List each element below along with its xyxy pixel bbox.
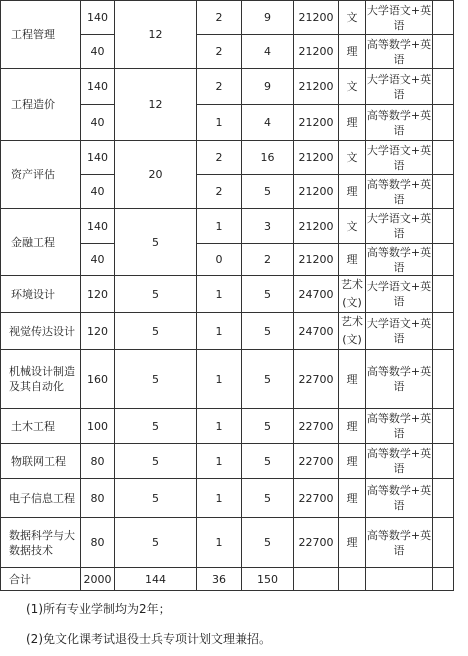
count-cell: 5 <box>242 350 294 409</box>
total-plan-cell: 100 <box>81 409 115 444</box>
empty-cell <box>366 568 433 591</box>
count-cell: 1 <box>197 518 242 568</box>
track-cell: 理 <box>339 35 366 69</box>
major-name-cell: 数据科学与大数据技术 <box>1 518 81 568</box>
plan-count-cell: 5 <box>115 518 197 568</box>
empty-cell <box>433 35 454 69</box>
tuition-fee-cell: 21200 <box>294 141 339 175</box>
empty-cell <box>433 141 454 175</box>
count-cell: 4 <box>242 35 294 69</box>
count-cell: 1 <box>197 350 242 409</box>
plan-count-cell: 5 <box>115 479 197 518</box>
count-cell: 2 <box>197 69 242 105</box>
count-cell: 4 <box>242 105 294 141</box>
tuition-fee-cell: 21200 <box>294 69 339 105</box>
count-cell: 2 <box>197 1 242 35</box>
count-cell: 5 <box>242 276 294 313</box>
table-row <box>1 444 454 479</box>
count-cell: 1 <box>197 444 242 479</box>
totals-plan-cell: 144 <box>115 568 197 591</box>
count-cell: 9 <box>242 69 294 105</box>
empty-cell <box>433 1 454 35</box>
empty-cell <box>294 568 339 591</box>
track-cell: 艺术(文) <box>339 276 366 313</box>
empty-cell <box>433 69 454 105</box>
exam-subjects-cell: 大学语文+英语 <box>366 141 433 175</box>
plan-count-cell: 20 <box>115 141 197 209</box>
tuition-fee-cell: 21200 <box>294 105 339 141</box>
track-cell: 理 <box>339 444 366 479</box>
total-plan-cell: 120 <box>81 313 115 350</box>
empty-cell <box>433 175 454 209</box>
total-plan-cell: 140 <box>81 1 115 35</box>
track-cell: 理 <box>339 479 366 518</box>
table-row <box>1 276 454 313</box>
major-name-cell: 环境设计 <box>1 276 81 313</box>
count-cell: 5 <box>242 479 294 518</box>
table-row <box>1 518 454 568</box>
empty-cell <box>433 209 454 244</box>
major-name-cell: 机械设计制造及其自动化 <box>1 350 81 409</box>
exam-subjects-cell: 大学语文+英语 <box>366 1 433 35</box>
totals-row <box>1 568 454 591</box>
count-cell: 1 <box>197 479 242 518</box>
table-row <box>1 1 454 35</box>
empty-cell <box>339 568 366 591</box>
count-cell: 5 <box>242 313 294 350</box>
major-name-cell: 工程造价 <box>1 69 81 141</box>
track-cell: 理 <box>339 350 366 409</box>
track-cell: 理 <box>339 105 366 141</box>
total-plan-cell: 140 <box>81 69 115 105</box>
exam-subjects-cell: 高等数学+英语 <box>366 245 432 274</box>
plan-count-cell: 5 <box>115 409 197 444</box>
count-cell: 2 <box>197 175 242 209</box>
exam-subjects-cell: 大学语文+英语 <box>366 313 433 350</box>
exam-subjects-cell: 高等数学+英语 <box>366 105 433 141</box>
major-name-cell: 电子信息工程 <box>1 479 81 518</box>
count-cell: 2 <box>197 35 242 69</box>
total-plan-cell: 160 <box>81 350 115 409</box>
count-cell: 5 <box>242 409 294 444</box>
exam-subjects-cell: 大学语文+英语 <box>366 69 433 105</box>
plan-count-cell: 12 <box>115 1 197 69</box>
empty-cell <box>433 313 454 350</box>
exam-subjects-cell: 高等数学+英语 <box>366 350 433 409</box>
tuition-fee-cell: 24700 <box>294 313 339 350</box>
enrollment-plan-table-body <box>1 1 454 591</box>
table-row <box>1 350 454 409</box>
count-cell: 1 <box>197 105 242 141</box>
plan-count-cell: 5 <box>115 350 197 409</box>
note-veterans: (2)免文化课考试退役士兵专项计划文理兼招。 <box>26 632 271 646</box>
totals-label-cell: 合计 <box>1 568 81 591</box>
track-cell: 文 <box>339 1 366 35</box>
empty-cell <box>433 409 454 444</box>
empty-cell <box>433 244 454 276</box>
total-plan-cell: 80 <box>81 518 115 568</box>
table-row <box>1 409 454 444</box>
plan-count-cell: 12 <box>115 69 197 141</box>
tuition-fee-cell: 21200 <box>294 1 339 35</box>
totals-count-cell: 36 <box>197 568 242 591</box>
tuition-fee-cell: 22700 <box>294 444 339 479</box>
empty-cell <box>433 276 454 313</box>
total-plan-cell: 140 <box>81 209 115 244</box>
count-cell: 9 <box>242 1 294 35</box>
empty-cell <box>433 105 454 141</box>
total-plan-cell: 40 <box>81 244 115 276</box>
track-cell: 理 <box>339 175 366 209</box>
table-row <box>1 141 454 175</box>
totals-count-cell: 150 <box>242 568 294 591</box>
total-plan-cell: 80 <box>81 444 115 479</box>
plan-count-cell: 5 <box>115 444 197 479</box>
exam-subjects-cell: 高等数学+英语 <box>366 444 433 479</box>
major-name-cell: 物联网工程 <box>1 444 81 479</box>
exam-subjects-cell: 大学语文+英语 <box>366 209 433 244</box>
table-row <box>1 209 454 244</box>
tuition-fee-cell: 21200 <box>294 175 339 209</box>
track-cell: 文 <box>339 69 366 105</box>
exam-subjects-cell: 高等数学+英语 <box>366 409 433 444</box>
count-cell: 5 <box>242 444 294 479</box>
total-plan-cell: 40 <box>81 105 115 141</box>
empty-cell <box>433 350 454 409</box>
count-cell: 1 <box>197 209 242 244</box>
plan-count-cell: 5 <box>115 313 197 350</box>
empty-cell <box>433 568 454 591</box>
count-cell: 3 <box>242 209 294 244</box>
count-cell: 1 <box>197 276 242 313</box>
count-cell: 1 <box>197 409 242 444</box>
empty-cell <box>433 479 454 518</box>
track-cell: 文 <box>339 209 366 244</box>
plan-count-cell: 5 <box>115 209 197 276</box>
tuition-fee-cell: 22700 <box>294 409 339 444</box>
empty-cell <box>433 518 454 568</box>
totals-total-cell: 2000 <box>81 568 115 591</box>
tuition-fee-cell: 21200 <box>294 209 339 244</box>
total-plan-cell: 120 <box>81 276 115 313</box>
count-cell: 16 <box>242 141 294 175</box>
track-cell: 理 <box>339 518 366 568</box>
note-duration: (1)所有专业学制均为2年； <box>26 602 171 616</box>
track-cell: 文 <box>339 141 366 175</box>
tuition-fee-cell: 21200 <box>294 35 339 69</box>
plan-count-cell: 5 <box>115 276 197 313</box>
tuition-fee-cell: 22700 <box>294 350 339 409</box>
major-name-cell: 土木工程 <box>1 409 81 444</box>
empty-cell <box>433 444 454 479</box>
major-name-cell: 资产评估 <box>1 141 81 209</box>
table-row <box>1 479 454 518</box>
count-cell: 5 <box>242 175 294 209</box>
major-name-cell: 工程管理 <box>1 1 81 69</box>
exam-subjects-cell: 高等数学+英语 <box>366 35 433 69</box>
tuition-fee-cell: 22700 <box>294 518 339 568</box>
track-cell: 理 <box>339 244 366 276</box>
table-row <box>1 313 454 350</box>
total-plan-cell: 80 <box>81 479 115 518</box>
exam-subjects-cell: 高等数学+英语 <box>366 479 433 518</box>
count-cell: 2 <box>197 141 242 175</box>
count-cell: 5 <box>242 518 294 568</box>
count-cell: 1 <box>197 313 242 350</box>
major-name-cell: 视觉传达设计 <box>1 313 81 350</box>
tuition-fee-cell: 24700 <box>294 276 339 313</box>
table-row <box>1 69 454 105</box>
track-cell: 艺术(文) <box>339 313 366 350</box>
tuition-fee-cell: 21200 <box>294 244 339 276</box>
exam-subjects-cell: 大学语文+英语 <box>366 276 433 313</box>
track-cell: 理 <box>339 409 366 444</box>
exam-subjects-cell: 高等数学+英语 <box>366 518 433 568</box>
count-cell: 2 <box>242 244 294 276</box>
exam-subjects-cell: 高等数学+英语 <box>366 175 433 209</box>
tuition-fee-cell: 22700 <box>294 479 339 518</box>
total-plan-cell: 140 <box>81 141 115 175</box>
major-name-cell: 金融工程 <box>1 209 81 276</box>
total-plan-cell: 40 <box>81 35 115 69</box>
total-plan-cell: 40 <box>81 175 115 209</box>
count-cell: 0 <box>197 244 242 276</box>
